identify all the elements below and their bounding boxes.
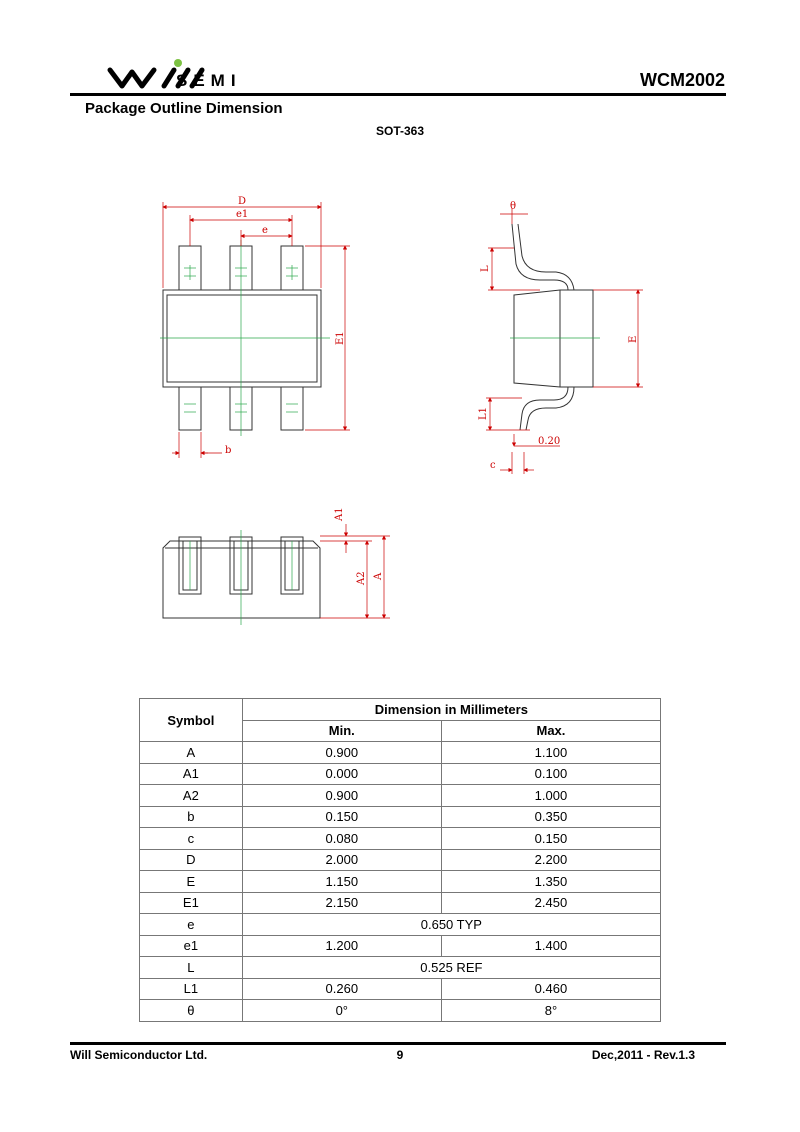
cell-symbol: b	[140, 806, 243, 828]
cell-symbol: D	[140, 849, 243, 871]
table-row	[140, 763, 661, 785]
dimension-group-header: Dimension in Millimeters	[242, 699, 660, 721]
dim-label-A2: A2	[356, 571, 367, 585]
cell-max: 1.400	[441, 935, 660, 957]
section-title: Package Outline Dimension	[85, 100, 283, 117]
max-header: Max.	[441, 720, 660, 742]
table-row	[140, 785, 661, 807]
dim-label-A: A	[373, 572, 384, 580]
side-view	[512, 224, 593, 430]
cell-symbol: L	[140, 957, 243, 979]
cell-min: 1.200	[242, 935, 441, 957]
cell-max: 1.350	[441, 871, 660, 893]
cell-min: 2.000	[242, 849, 441, 871]
dim-label-b: b	[225, 445, 232, 456]
table-row	[140, 828, 661, 850]
cell-symbol: E	[140, 871, 243, 893]
cell-symbol: θ	[140, 1000, 243, 1022]
cell-min: 0.260	[242, 978, 441, 1000]
cell-min: 0.900	[242, 742, 441, 764]
cell-symbol: A1	[140, 763, 243, 785]
logo-text: SEMI	[176, 71, 242, 90]
cell-max: 1.100	[441, 742, 660, 764]
table-row	[140, 892, 661, 914]
min-header: Min.	[242, 720, 441, 742]
footer-rule	[70, 1042, 726, 1045]
symbol-header: Symbol	[140, 699, 243, 742]
table-row	[140, 806, 661, 828]
front-view	[163, 537, 320, 618]
dim-label-L1: L1	[478, 406, 489, 420]
cell-symbol: c	[140, 828, 243, 850]
cell-reference: 0.525 REF	[242, 957, 660, 979]
dimension-table	[139, 698, 661, 1022]
dim-label-L: L	[480, 265, 491, 272]
table-row	[140, 935, 661, 957]
footer-page-number: 9	[396, 1048, 404, 1062]
cell-max: 0.350	[441, 806, 660, 828]
cell-max: 0.100	[441, 763, 660, 785]
cell-min: 0.000	[242, 763, 441, 785]
cell-symbol: L1	[140, 978, 243, 1000]
cell-symbol: e	[140, 914, 243, 936]
dim-label-gauge: 0.20	[538, 436, 561, 447]
package-name: SOT-363	[375, 124, 425, 138]
table-row	[140, 871, 661, 893]
cell-min: 0.150	[242, 806, 441, 828]
table-row	[140, 957, 661, 979]
cell-min: 0.900	[242, 785, 441, 807]
table-row	[140, 742, 661, 764]
cell-min: 0.080	[242, 828, 441, 850]
dim-label-A1: A1	[334, 507, 345, 521]
dim-label-theta: θ	[510, 201, 517, 212]
dim-label-E: E	[628, 335, 639, 343]
dim-label-D: D	[238, 196, 247, 207]
dim-label-e: e	[262, 225, 268, 236]
cell-min: 0°	[242, 1000, 441, 1022]
cell-symbol: E1	[140, 892, 243, 914]
dim-label-E1: E1	[335, 331, 346, 345]
cell-symbol: A	[140, 742, 243, 764]
table-row	[140, 1000, 661, 1022]
cell-max: 1.000	[441, 785, 660, 807]
cell-symbol: A2	[140, 785, 243, 807]
cell-max: 0.150	[441, 828, 660, 850]
document-part-number: WCM2002	[639, 70, 725, 90]
table-row	[140, 914, 661, 936]
cell-max: 0.460	[441, 978, 660, 1000]
dim-label-c: c	[490, 460, 496, 471]
table-row	[140, 849, 661, 871]
cell-symbol: e1	[140, 935, 243, 957]
table-row	[140, 978, 661, 1000]
cell-max: 2.200	[441, 849, 660, 871]
cell-max: 8°	[441, 1000, 660, 1022]
footer-revision: Dec,2011 - Rev.1.3	[591, 1048, 695, 1062]
cell-min: 1.150	[242, 871, 441, 893]
footer-company: Will Semiconductor Ltd.	[70, 1048, 208, 1062]
dim-label-e1: e1	[236, 209, 249, 220]
cell-min: 2.150	[242, 892, 441, 914]
cell-max: 2.450	[441, 892, 660, 914]
cell-typical: 0.650 TYP	[242, 914, 660, 936]
